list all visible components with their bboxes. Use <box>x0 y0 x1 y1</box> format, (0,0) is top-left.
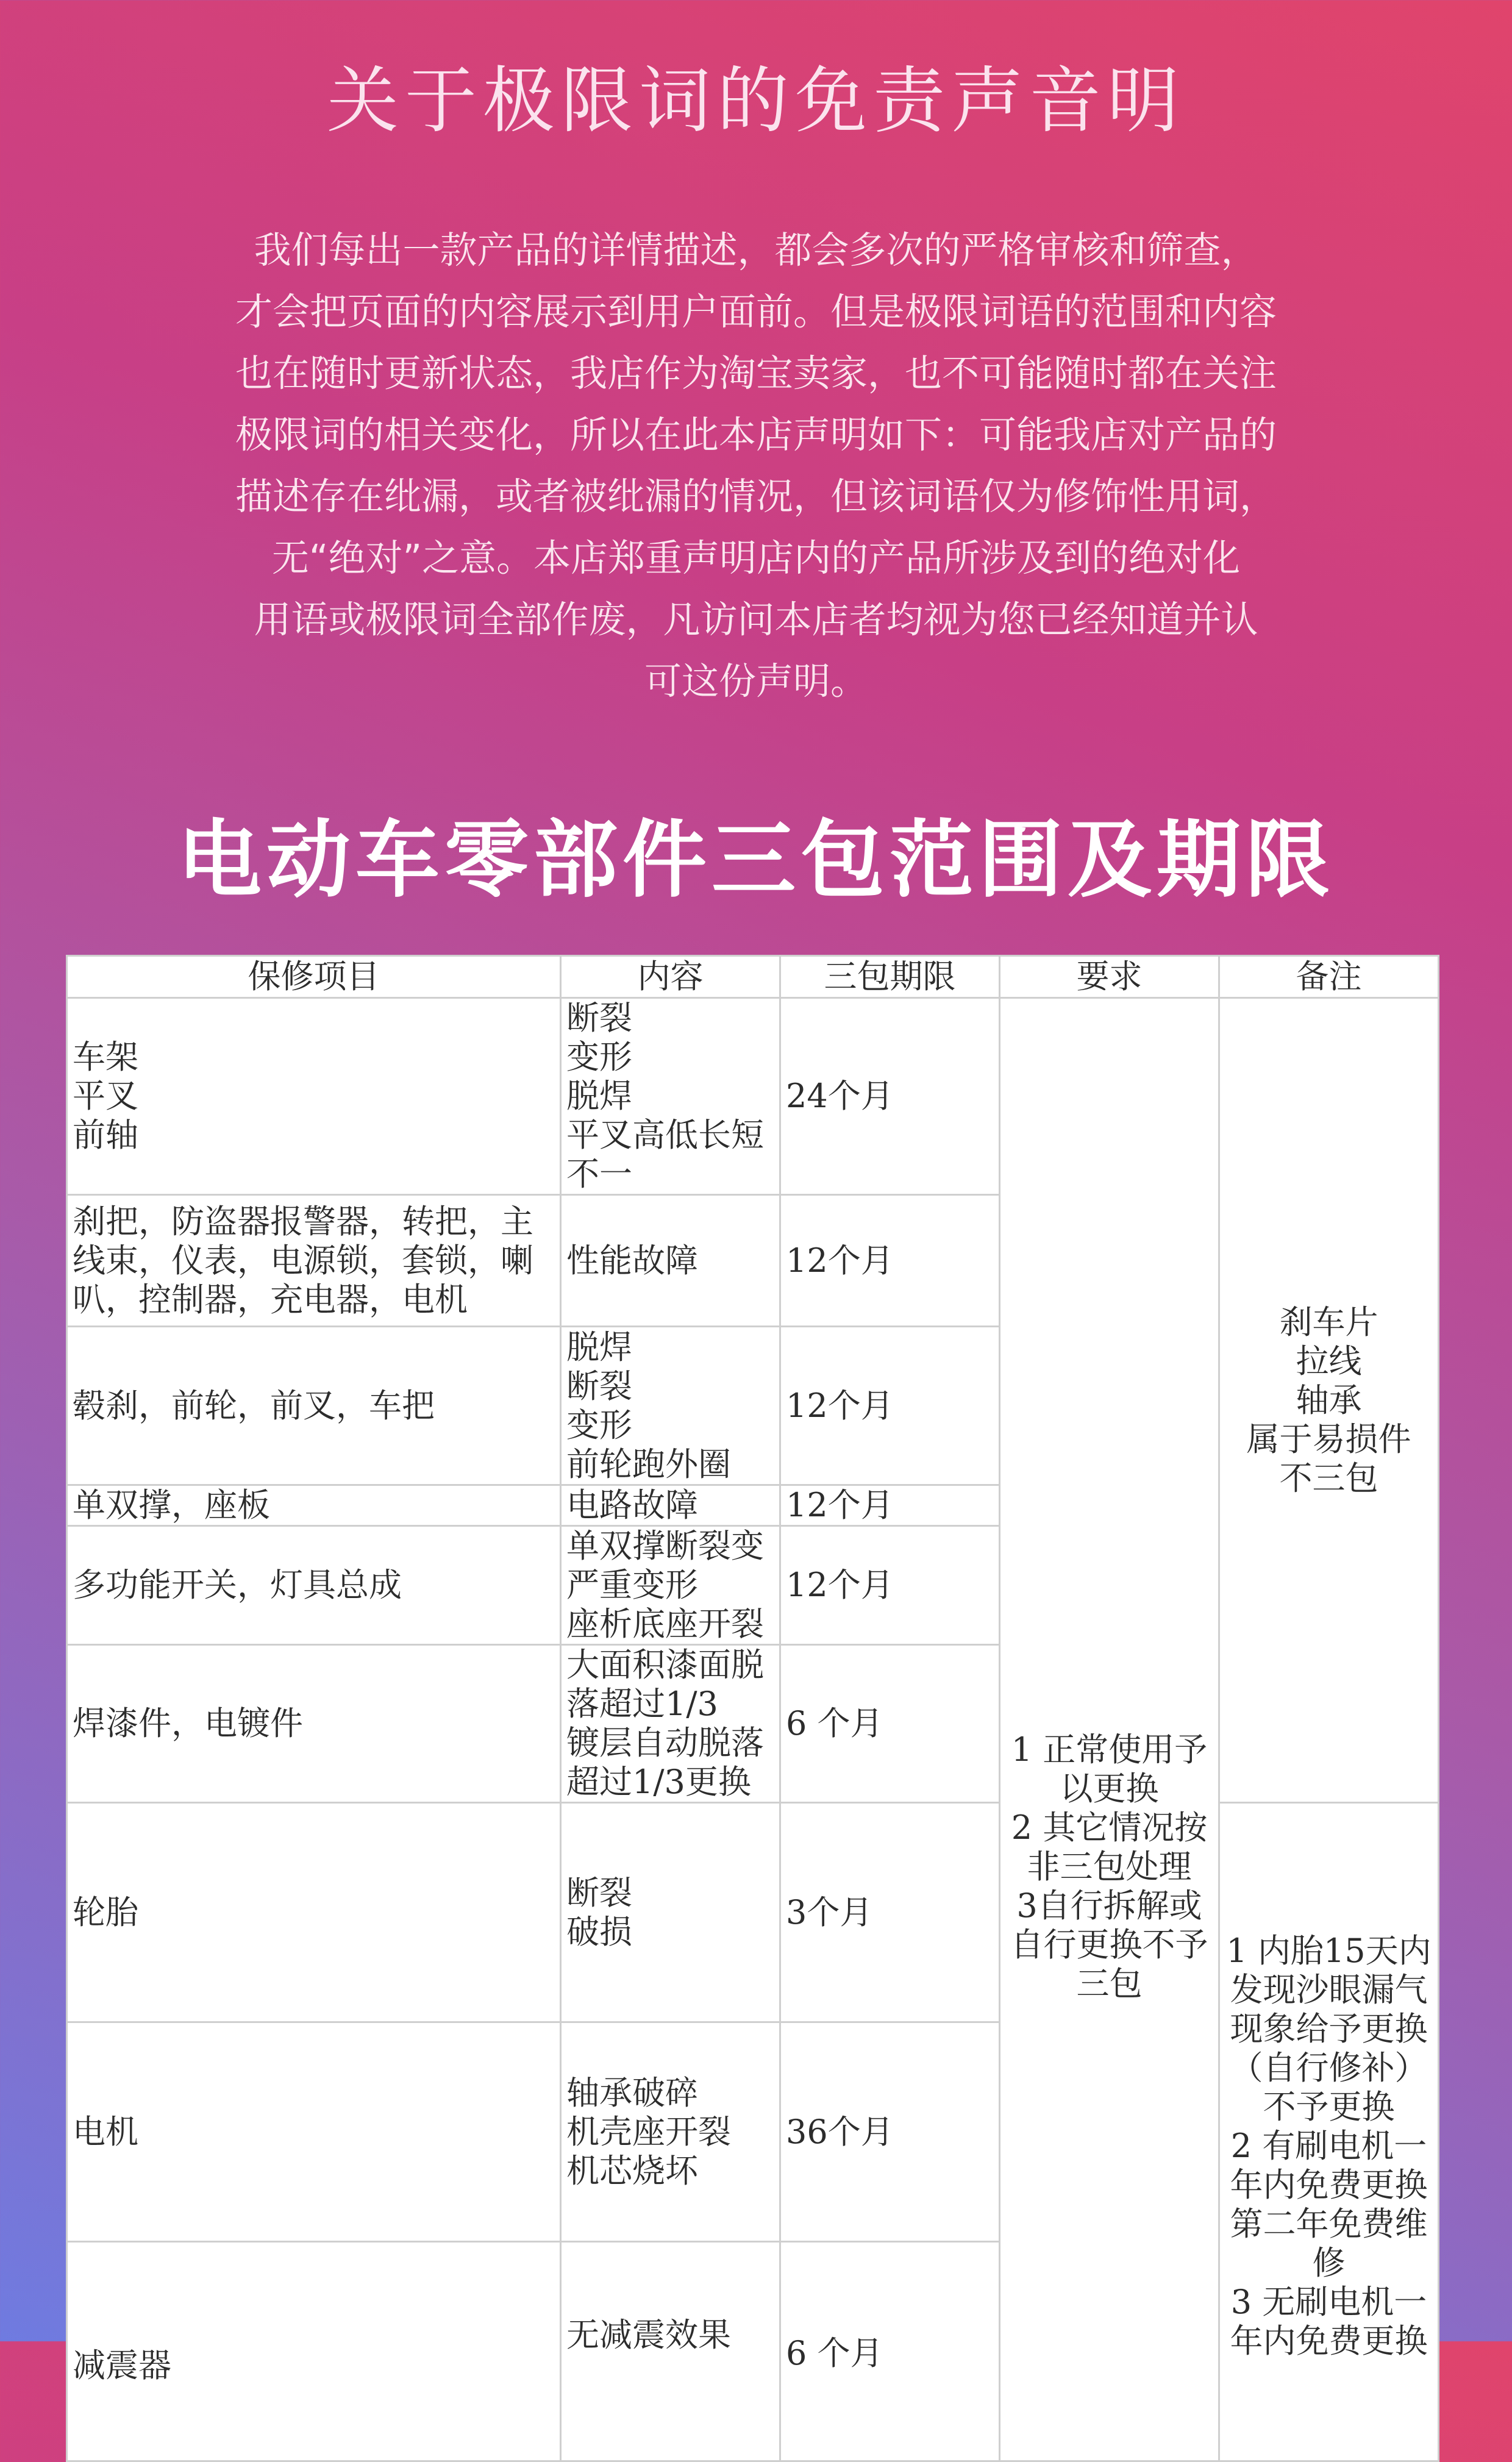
cell-item: 减震器 <box>67 2242 561 2461</box>
header-note: 备注 <box>1219 956 1439 998</box>
disclaimer-line: 用语或极限词全部作废，凡访问本店者均视为您已经知道并认 <box>254 598 1258 641</box>
disclaimer-text <box>152 219 1360 712</box>
header-item: 保修项目 <box>67 956 561 998</box>
page-title: 关于极限词的免责声音明 <box>326 59 1185 143</box>
cell-content: 大面积漆面脱 落超过1/3 镀层自动脱落 超过1/3更换 <box>561 1645 780 1803</box>
cell-content: 电路故障 <box>561 1485 780 1526</box>
section-title: 电动车零部件三包范围及期限 <box>177 811 1335 909</box>
disclaimer-line: 可这份声明。 <box>644 660 868 703</box>
cell-period: 6 个月 <box>780 2242 1000 2461</box>
disclaimer-line: 也在随时更新状态，我店作为淘宝卖家，也不可能随时都在关注 <box>235 352 1277 395</box>
cell-item: 电机 <box>67 2022 561 2242</box>
disclaimer-line: 极限词的相关变化，所以在此本店声明如下：可能我店对产品的 <box>235 413 1277 457</box>
cell-period: 12个月 <box>780 1195 1000 1327</box>
disclaimer-line: 描述存在纰漏，或者被纰漏的情况，但该词语仅为修饰性用词， <box>235 475 1277 518</box>
disclaimer-line: 我们每出一款产品的详情描述，都会多次的严格审核和筛查， <box>254 229 1258 272</box>
cell-item: 车架 平叉 前轴 <box>67 998 561 1195</box>
cell-item: 单双撑，座板 <box>67 1485 561 1526</box>
cell-item: 刹把，防盗器报警器，转把，主 线束，仪表，电源锁，套锁，喇 叭，控制器，充电器，电机 <box>67 1195 561 1327</box>
table-row <box>67 1803 1439 2022</box>
cell-period: 12个月 <box>780 1485 1000 1526</box>
cell-note-wear-parts: 刹车片 拉线 轴承 属于易损件 不三包 <box>1219 998 1439 1803</box>
header-content: 内容 <box>561 956 780 998</box>
cell-period: 12个月 <box>780 1526 1000 1645</box>
cell-item: 毂刹，前轮，前叉，车把 <box>67 1327 561 1485</box>
disclaimer-line: 才会把页面的内容展示到用户面前。但是极限词语的范围和内容 <box>235 290 1277 334</box>
cell-item: 焊漆件，电镀件 <box>67 1645 561 1803</box>
cell-period: 24个月 <box>780 998 1000 1195</box>
cell-note-warranty-details: 1 内胎15天内 发现沙眼漏气 现象给予更换 （自行修补） 不予更换 2 有刷电机一 年内免费更换 第二年免费维 修 3 无刷电机一 年内免费更换 <box>1219 1803 1439 2461</box>
cell-period: 3个月 <box>780 1803 1000 2022</box>
cell-period: 36个月 <box>780 2022 1000 2242</box>
cell-content: 断裂 变形 脱焊 平叉高低长短 不一 <box>561 998 780 1195</box>
cell-requirement: 1 正常使用予 以更换 2 其它情况按 非三包处理 3自行拆解或 自行更换不予 三包 <box>1000 998 1219 2461</box>
cell-content: 性能故障 <box>561 1195 780 1327</box>
cell-item: 多功能开关，灯具总成 <box>67 1526 561 1645</box>
header-requirement: 要求 <box>1000 956 1219 998</box>
header-period: 三包期限 <box>780 956 1000 998</box>
cell-content: 断裂 破损 <box>561 1803 780 2022</box>
cell-item: 轮胎 <box>67 1803 561 2022</box>
warranty-table <box>66 955 1439 2462</box>
cell-content: 脱焊 断裂 变形 前轮跑外圈 <box>561 1327 780 1485</box>
cell-content: 轴承破碎 机壳座开裂 机芯烧坏 <box>561 2022 780 2242</box>
cell-content: 单双撑断裂变 严重变形 座析底座开裂 <box>561 1526 780 1645</box>
table-header-row <box>67 956 1439 998</box>
cell-period: 12个月 <box>780 1327 1000 1485</box>
table-row <box>67 998 1439 1195</box>
cell-content: 无减震效果 <box>561 2242 780 2461</box>
cell-period: 6 个月 <box>780 1645 1000 1803</box>
disclaimer-line: 无“绝对”之意。本店郑重声明店内的产品所涉及到的绝对化 <box>271 537 1241 580</box>
